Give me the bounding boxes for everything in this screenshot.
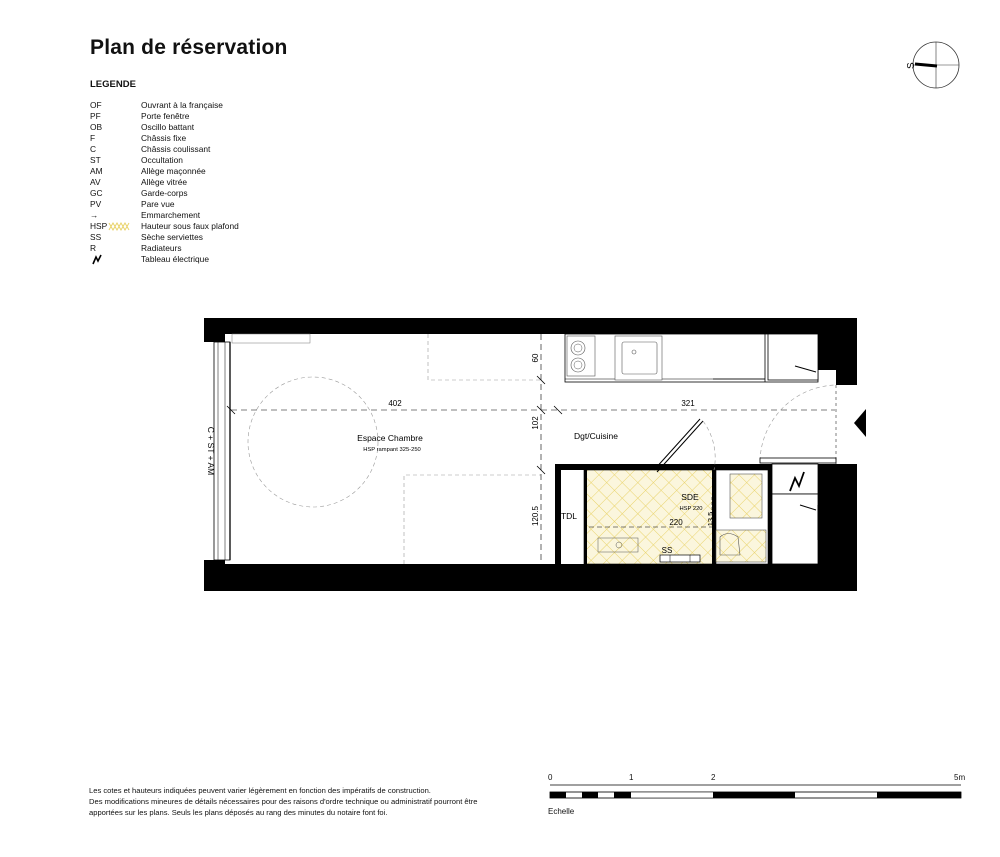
legend-desc: Tableau électrique (141, 254, 209, 264)
legend-desc: Porte fenêtre (141, 111, 190, 121)
legend-code: PV (90, 199, 102, 209)
dim-402: 402 (388, 399, 402, 408)
legend-desc: Hauteur sous faux plafond (141, 221, 239, 231)
disclaimer-line: Les cotes et hauteurs indiquées peuvent varier légèrement en fonction des impératifs de construction. (89, 786, 431, 795)
legend-code: F (90, 133, 96, 143)
legend-code: → (90, 210, 99, 220)
legend-desc: Emmarchement (141, 210, 201, 220)
room-chambre-hsp: HSP rampant 325-250 (363, 447, 421, 453)
legend-desc: Sèche serviettes (141, 232, 203, 242)
room-sde-label: SDE (681, 492, 699, 502)
legend-desc: Ouvrant à la française (141, 100, 223, 110)
room-cuisine-label: Dgt/Cuisine (574, 431, 618, 441)
scale-label-0: 0 (548, 773, 553, 782)
legend-desc: Allège maçonnée (141, 166, 206, 176)
scale-label-2: 2 (711, 773, 716, 782)
legend-desc: Oscillo battant (141, 122, 195, 132)
legend-code: AM (90, 166, 103, 176)
legend-code: GC (90, 188, 103, 198)
legend-code: OB (90, 122, 103, 132)
tdl-label: TDL (560, 511, 578, 521)
dim-321: 321 (681, 399, 695, 408)
legend-desc: Garde-corps (141, 188, 188, 198)
legend-desc: Allège vitrée (141, 177, 188, 187)
page-title: Plan de réservation (90, 36, 288, 59)
legend-desc: Occultation (141, 155, 183, 165)
legend-desc: Châssis fixe (141, 133, 187, 143)
disclaimer-line: apportées sur les plans. Seuls les plans déposés au rang des minutes du notaire font foi. (89, 808, 388, 817)
dim-102: 102 (531, 416, 540, 430)
legend-code: ST (90, 155, 101, 165)
dim-1205: 120.5 (531, 505, 540, 527)
legend-code: AV (90, 177, 101, 187)
legend-code: SS (90, 232, 102, 242)
scale-caption: Echelle (548, 807, 575, 816)
dim-60: 60 (531, 353, 540, 363)
legend-code: OF (90, 100, 102, 110)
dim-220: 220 (669, 518, 683, 527)
legend-desc: Pare vue (141, 199, 175, 209)
scale-label-1: 1 (629, 773, 634, 782)
dim-135: 13.5 (706, 511, 715, 527)
compass-letter: S (906, 62, 917, 69)
legend-desc: Châssis coulissant (141, 144, 211, 154)
room-chambre-label: Espace Chambre (357, 433, 423, 443)
legend-code: PF (90, 111, 101, 121)
scale-label-5m: 5m (954, 773, 966, 782)
legend-code: HSP (90, 221, 108, 231)
legend-code: C (90, 144, 97, 154)
legend-desc: Radiateurs (141, 243, 182, 253)
ss-label: SS (661, 546, 673, 555)
legend-code: R (90, 243, 97, 253)
window-label: C + ST + AM (206, 426, 216, 476)
legend-title: LEGENDE (90, 79, 136, 90)
room-sde-hsp: HSP 220 (679, 506, 703, 512)
disclaimer-line: Des modifications mineures de détails nécessaires pour des raisons d'ordre technique ou administratif pourront être (89, 797, 478, 806)
